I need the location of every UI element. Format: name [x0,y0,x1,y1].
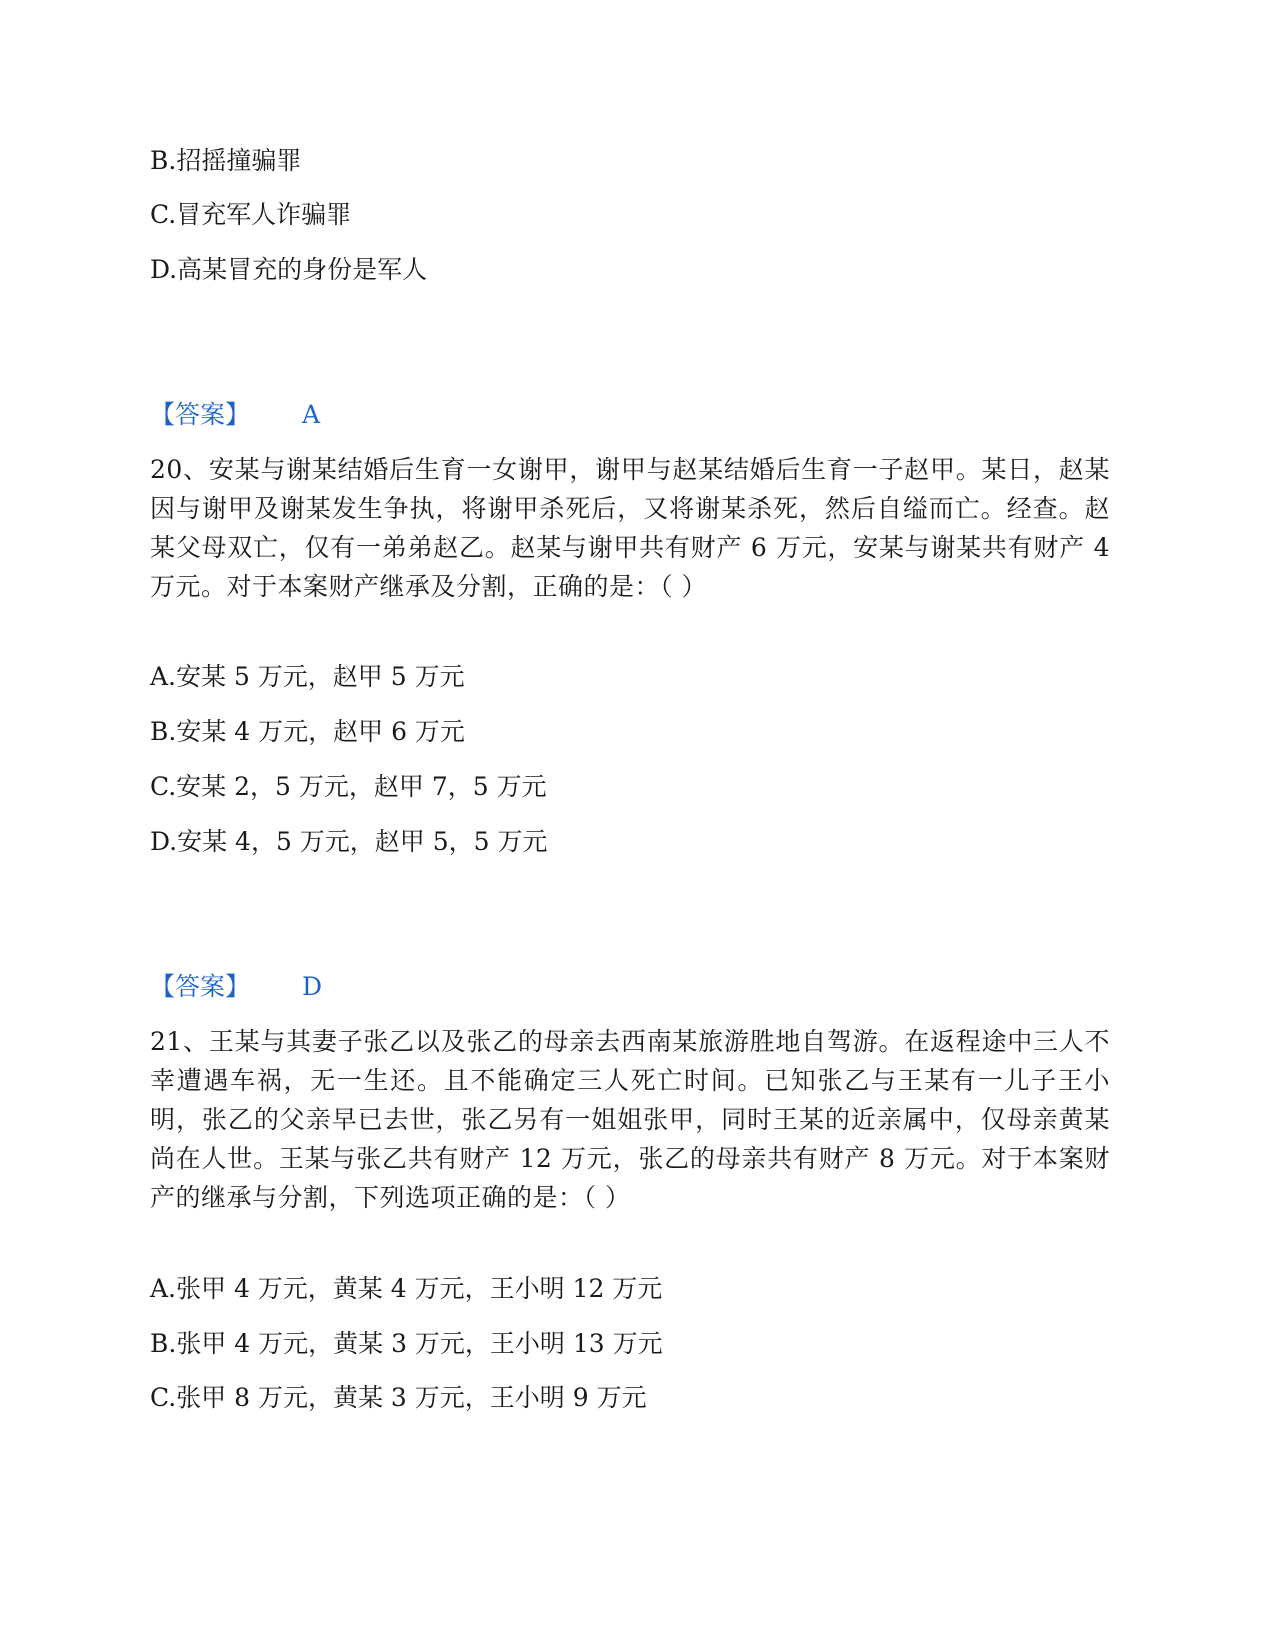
q21-question: 21、王某与其妻子张乙以及张乙的母亲去西南某旅游胜地自驾游。在返程途中三人不幸遭遇车祸，无一生还。且不能确定三人死亡时间。已知张乙与王某有一儿子王小明，张乙的父亲早已去世，张乙另有一姐姐张甲，同时王某的近亲属中，仅母亲黄某尚在人世。王某与张乙共有财产 12 万元，张乙的母亲共有财产 8 万元。对于本案财产的继承与分割，下列选项正确的是：（ ） [150,1027,1110,1212]
q20-option-d: D.安某 4，5 万元，赵甲 5，5 万元 [150,827,548,856]
q20-question: 20、安某与谢某结婚后生育一女谢甲，谢甲与赵某结婚后生育一子赵甲。某日，赵某因与谢甲及谢某发生争执，将谢甲杀死后，又将谢某杀死，然后自缢而亡。经查。赵某父母双亡，仅有一弟弟赵乙。赵某与谢甲共有财产 6 万元，安某与谢某共有财产 4 万元。对于本案财产继承及分割，正确的是：（ ） [150,455,1110,601]
q19-option-c: C.冒充军人诈骗罪 [150,200,352,229]
q20-answer-label: 【答案】 [150,972,251,1001]
q19-answer [150,400,320,430]
q21-option-c: C.张甲 8 万元，黄某 3 万元，王小明 9 万元 [150,1383,647,1412]
q19-answer-value: A [302,400,321,429]
q20-option-c: C.安某 2，5 万元，赵甲 7，5 万元 [150,772,547,801]
q21-option-b: B.张甲 4 万元，黄某 3 万元，王小明 13 万元 [150,1329,663,1358]
q20-answer-value: D [302,972,323,1001]
q19-answer-label: 【答案】 [150,400,251,429]
q20-option-a: A.安某 5 万元，赵甲 5 万元 [150,662,465,691]
q20-option-b: B.安某 4 万元，赵甲 6 万元 [150,717,465,746]
q19-option-b: B.招摇撞骗罪 [150,146,302,175]
document-page [150,0,1110,1650]
q21-option-a: A.张甲 4 万元，黄某 4 万元，王小明 12 万元 [150,1274,663,1303]
q19-option-d: D.高某冒充的身份是军人 [150,255,428,284]
q20-answer [150,972,322,1002]
